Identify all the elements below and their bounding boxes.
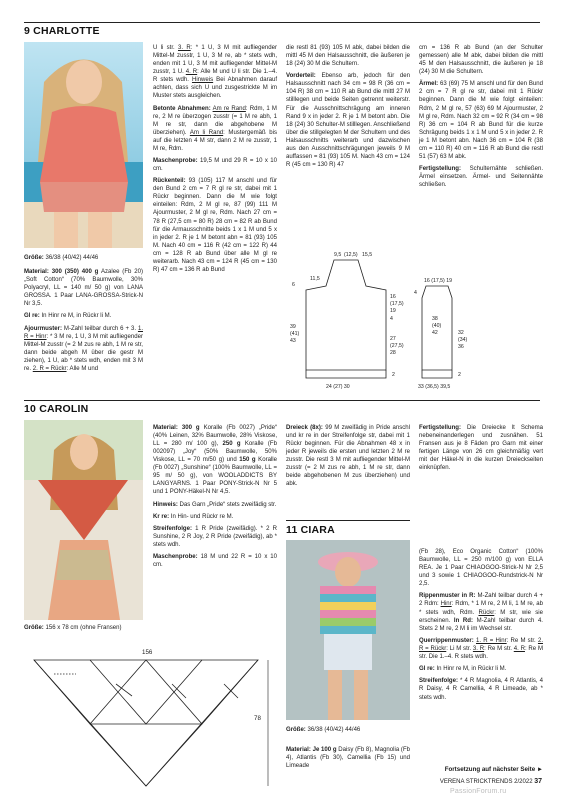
size-line: Größe: 156 x 78 cm (ohne Fransen) <box>24 625 122 631</box>
svg-text:2: 2 <box>458 372 461 378</box>
paragraph: Dreieck (8x): 99 M zweifädig in Pride anschl und kr re in der Streifenfolge str, dabei mit 1 Rückr beginnen. Für die Abnahmen 48 x in jeder R jeweils die ersten und letzten 2 M re zusstr. Die restl 3 M mit aufliegender Mittel-M zusstr (= 2 M zus re abh, 1 M re str, dann beide abgehobenen M zus überziehen) und abk. <box>286 425 410 488</box>
diagram-width: 156 <box>142 649 153 656</box>
section-title-carolin: 10 CAROLIN <box>24 403 89 415</box>
svg-text:16 (17,5) 19: 16 (17,5) 19 <box>424 278 452 284</box>
svg-text:6: 6 <box>292 282 295 288</box>
svg-text:(27,5): (27,5) <box>390 343 404 349</box>
svg-text:(34): (34) <box>458 337 468 343</box>
paragraph: Kr re: In Hin- und Rückr re M. <box>153 513 234 520</box>
svg-text:(41): (41) <box>290 331 300 337</box>
svg-text:16: 16 <box>390 294 396 300</box>
paragraph: Streifenfolge: * 4 R Magnolia, 4 R Atlantis, 4 R Daisy, 4 R Camellia, 4 R Limeade, ab * stets wdh. <box>419 678 543 701</box>
svg-text:32: 32 <box>458 330 464 336</box>
svg-text:4: 4 <box>414 290 417 296</box>
svg-text:11,5: 11,5 <box>310 276 320 282</box>
svg-text:33 (36,5) 39,5: 33 (36,5) 39,5 <box>418 384 451 390</box>
svg-text:(17,5): (17,5) <box>390 301 404 307</box>
svg-text:(12,5): (12,5) <box>344 252 358 258</box>
section-rule <box>286 520 410 521</box>
garment-schematic <box>286 250 544 392</box>
paragraph: Vorderteil: Ebenso arb, jedoch für den Halsausschnitt nach 34 cm = 98 R (36 cm = 104 R) 38 cm = 110 R ab Bund die mittl 27 M stilllegen und beide Seiten getrennt weiterstr. Für die Ausschnittschrägung am inneren Rand 9 x in jeder 2. R je 1 M betont abn. Die 18 (24) 30 Schulter-M stilllegen. Anschließend über die stillgelegten M der Schultern und des Halsausschnitts weiterarb und dazwischen aus den Ausschnittschrägungen jeweils 9 M auffassen = 81 (93) 105 M. Nach 43 cm = 124 R (45 cm = 130 R) 47 <box>286 73 410 168</box>
svg-text:42: 42 <box>432 330 438 336</box>
instruction-column <box>419 424 543 476</box>
paragraph: (Fb 28), Eco Organic Cotton“ (100% Baumwolle, LL = 250 m/100 g) von ELLA REA. Je 1 Paar CHIAOGOO-Strick-N Nr 2,5 und 3 sowie 1 CHIAOGOO-Rundstrick-N Nr 2,5. <box>419 549 543 588</box>
instruction-column <box>153 424 277 574</box>
instruction-column <box>153 44 277 278</box>
paragraph: Gl re: In Hinr re M, in Rückr li M. <box>24 313 112 320</box>
paragraph: Maschenprobe: 18 M und 22 R = 10 x 10 cm. <box>153 554 277 569</box>
paragraph: Rückenteil: 93 (105) 117 M anschl und für den Bund 2 cm = 7 R gl re str, dabei mit 1 Rückr beginnen. Dann die M wie folgt einteilen: Rdm, 2 M gl re, 87 (99) 111 M Ajourmuster, 2 M gl re, Rdm. Nach 27 cm = 78 R (27,5 cm = 80 R) 28 cm = 82 R ab Bund für die Armausschnitte beids 1 x 1 M und 5 x in jeder 2. R je 1 M betont abn = 81 (93) 105 M. Nach 40 cm = 116 R (42 cm = 122 R) 44 cm = 128 R ab Bund über alle M gl re weiterarb. Nach 43 cm = 124 R (45 cm = 130 R) 47 cm = 136 R ab Bund <box>153 178 277 273</box>
section-title-ciara: 11 CIARA <box>286 524 335 536</box>
model-photo-ciara <box>286 540 410 720</box>
paragraph: Betonte Abnahmen: Am re Rand: Rdm, 1 M re, 2 M re überzogen zusstr (= 1 M re abh, 1 M re str, dann die abgehobene M überziehen). Am li Rand: Mustergemäß bis auf die letzten 4 M str, dann 2 M re zusstr, 1 M re, Rdm. <box>153 105 277 152</box>
watermark: PassionForum.ru <box>450 788 507 795</box>
section-rule <box>24 22 540 23</box>
model-photo-carolin <box>24 420 143 620</box>
paragraph: Gl re: In Hinr re M, in Rückr li M. <box>419 666 507 673</box>
paragraph: Fertigstellung: Die Dreiecke lt Schema nebeneinanderlegen und zusnähen. 51 Fransen aus je 8 Fäden pro Garn mit einer fertigen Länge von 26 cm gleichmäßig vert mit der Häkel-N in die kurzen Dreieckseiten einknüpfen. <box>419 425 543 472</box>
svg-text:(40): (40) <box>432 323 442 329</box>
svg-text:15,5: 15,5 <box>362 252 373 258</box>
paragraph: Maschenprobe: 19,5 M und 29 R = 10 x 10 cm. <box>153 157 277 173</box>
paragraph: Material: 300 (350) 400 g Azalee (Fb 20) „Soft Cotton“ (70% Baumwolle, 30% Polyacryl, LL = 140 m/ 50 g) von LANA GROSSA. 1 Paar LANA-GROSSA-Strick-N Nr 3,5. <box>24 269 143 308</box>
svg-text:19: 19 <box>390 308 396 314</box>
svg-text:39: 39 <box>290 324 296 330</box>
paragraph: die restl 81 (93) 105 M abk, dabei bilden die mittl 45 M den Halsausschnitt, die äußeren je 18 (24) 30 M die Schultern. <box>286 45 410 68</box>
svg-text:24 (27) 30: 24 (27) 30 <box>326 384 350 390</box>
instruction-column <box>419 44 543 193</box>
paragraph: Material: Je 100 g Daisy (Fb 8), Magnolia (Fb 4), Atlantis (Fb 30), Camellia (Fb 15) und Limeade <box>286 747 410 770</box>
svg-text:2: 2 <box>392 372 395 378</box>
magazine-name: VERENA STRICKTRENDS 2/2022 <box>439 779 533 785</box>
paragraph: Hinweis: Das Garn „Pride“ stets zweifädig str. <box>153 501 277 508</box>
instruction-column <box>286 424 410 493</box>
size-line: Größe: 36/38 (40/42) 44/46 <box>286 727 361 733</box>
size-line: Größe: 36/38 (40/42) 44/46 <box>24 255 99 261</box>
paragraph: cm = 136 R ab Bund (an der Schulter gemessen) alle M abk, dabei bilden die mittl 45 M den Halsausschnitt, die äußeren je 18 (24) 30 M die Schultern. <box>419 45 543 76</box>
paragraph: Ajourmuster: M-Zahl teilbar durch 6 + 3. 1. R = Hinr: * 3 M re, 1 U, 3 M mit aufliegender Mittel-M zusstr (= 2 M zus re abh, 1 M re str, dann beide abgeh M über die gestr M ziehen), 1 U, ab * stets wdh, enden mit 3 M re. 2. R = Rückr: Alle M und <box>24 325 143 372</box>
svg-text:38: 38 <box>432 316 438 322</box>
instruction-column <box>286 746 410 774</box>
paragraph: Fertigstellung: Schulternähte schließen. Ärmel einsetzen. Ärmel- und Seitennähte schließen. <box>419 166 543 189</box>
paragraph: Querrippenmuster: 1. R = Hinr: Re M str. 2. R = Rückr: Li M str. 3. R: Re M str. 4. R: Re M str. Die 1.–4. R stets wdh. <box>419 637 543 660</box>
instruction-column <box>419 548 543 706</box>
paragraph: U li str. 3. R: * 1 U, 3 M mit aufliegender Mittel-M zusstr, 1 U, 3 M re, ab * stets wdh, enden mit 1 U, 3 M mit aufliegender Mittel-M zusstr, 1 U. 4. R: Alle M und U li str. Die 1.–4. R stets wdh. Hinweis Bei Abnahmen darauf achten, dass sich U und zusgestrickte M im Muster stets ausgleichen. <box>153 45 277 100</box>
paragraph: Rippenmuster in R: M-Zahl teilbar durch 4 + 2 Rdm: Hinr: Rdm, * 1 M re, 2 M li, 1 M re, ab * stets wdh, Rdm. Rückr: M str, wie sie erscheinen. In Rd: M-Zahl teilbar durch 4. Stets 2 M re, 2 M li im Wechsel str. <box>419 593 543 632</box>
svg-text:27: 27 <box>390 336 396 342</box>
instruction-column <box>286 44 410 173</box>
continued-note: Fortsetzung auf nächster Seite ► <box>444 766 543 773</box>
svg-text:43: 43 <box>290 338 296 344</box>
paragraph: Streifenfolge: 1 R Pride (zweifädig). * 2 R Sunshine, 2 R Joy, 2 R Pride (zweifädig), ab * stets wdh. <box>153 526 277 549</box>
paragraph: Material: 300 g Koralle (Fb 0027) „Pride“ (40% Leinen, 32% Baumwolle, 28% Viskose, LL = 280 m/ 100 g), 250 g Koralle (Fb 002097) „Joy“ (50% Baumwolle, 50% Viskose, LL = 70 m/50 g) und 150 g Koralle (Fb 0027) „Sunshine“ (100% Baumwolle, LL = 95 m/ 50 g), von WOOLADDICTS BY LANGYARNS. 1 Paar PONY-Strick-N Nr 5 und 1 PONY-Häkel-N Nr 4,5. <box>153 425 277 496</box>
svg-text:4: 4 <box>390 316 393 322</box>
svg-text:36: 36 <box>458 344 464 350</box>
section-title-charlotte: 9 CHARLOTTE <box>24 25 100 37</box>
triangle-schema <box>24 644 274 794</box>
paragraph: Ärmel: 63 (69) 75 M anschl und für den Bund 2 cm = 7 R gl re str, dabei mit 1 Rückr beginnen. Dann die M wie folgt einteilen: Rdm, 2 M gl re, 57 (63) 69 M Ajourmuster, 2 M gl re, Rdm. Nach 32 cm = 92 R (34 cm = 98 R) 36 cm = 104 R ab Bund für die kurze Schrägung beids 1 x 1 M und 5 x in jeder 2. R je 1 M betont abn. Nach 36 cm = 104 R (38 cm = 110 R) 40 cm = 116 R ab Bund die restl 51 (57) 63 M abk. <box>419 81 543 160</box>
diagram-height: 78 <box>254 715 261 722</box>
page-footer <box>430 778 542 785</box>
section-rule <box>24 400 540 401</box>
model-photo-charlotte <box>24 42 143 248</box>
instruction-column <box>24 268 143 377</box>
svg-text:28: 28 <box>390 350 396 356</box>
page-number: 37 <box>534 778 542 785</box>
dim-neck: 9,5 <box>334 252 342 258</box>
